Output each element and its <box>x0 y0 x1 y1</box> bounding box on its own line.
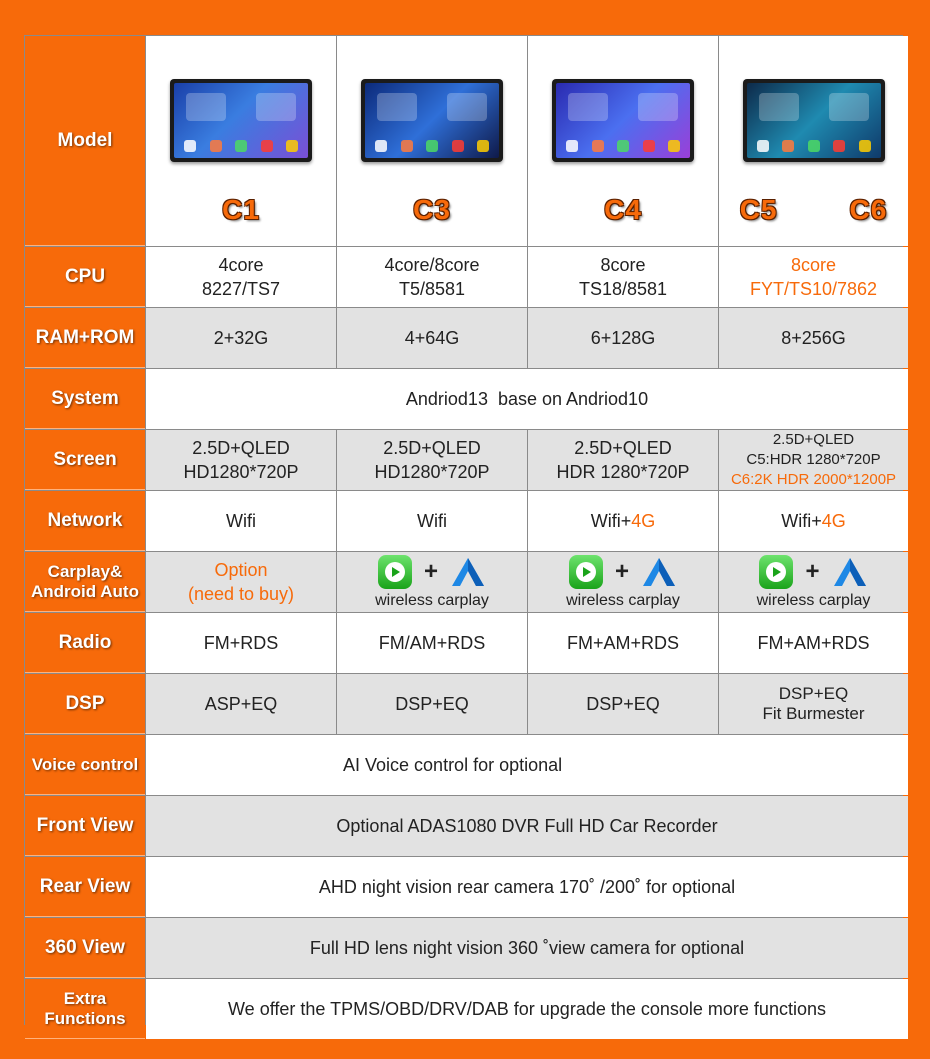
network-c3: Wifi <box>337 491 527 551</box>
row-label-voice: Voice control <box>25 735 145 795</box>
dsp-c3: DSP+EQ <box>337 674 527 734</box>
radio-c1: FM+RDS <box>146 613 336 673</box>
row-label-screen: Screen <box>25 430 145 490</box>
cpu-c5-c6: 8core FYT/TS10/7862 <box>719 247 908 307</box>
dsp-c1: ASP+EQ <box>146 674 336 734</box>
dsp-c5-c6: DSP+EQ Fit Burmester <box>719 674 908 734</box>
screen-c4: 2.5D+QLED HDR 1280*720P <box>528 430 718 490</box>
row-label-ram: RAM+ROM <box>25 308 145 368</box>
front-value: Optional ADAS1080 DVR Full HD Car Recorder <box>146 796 908 856</box>
model-name: C6 <box>849 194 888 225</box>
screen-c3: 2.5D+QLED HD1280*720P <box>337 430 527 490</box>
product-image-c3 <box>361 79 503 162</box>
network-c5-c6: Wifi+4G <box>719 491 908 551</box>
carplay-c3: + wireless carplay <box>337 552 527 612</box>
dsp-c4: DSP+EQ <box>528 674 718 734</box>
ram-c4: 6+128G <box>528 308 718 368</box>
screen-c5-c6: 2.5D+QLED C5:HDR 1280*720P C6:2K HDR 2000*1200P <box>719 430 908 490</box>
model-name: C5 <box>739 194 778 225</box>
row-label-extra: Extra Functions <box>25 979 145 1039</box>
android-auto-icon <box>450 556 486 588</box>
carplay-icon <box>378 555 412 589</box>
model-name: C3 <box>413 194 451 225</box>
view360-value: Full HD lens night vision 360 ˚view camera for optional <box>146 918 908 978</box>
model-c1 <box>146 36 336 246</box>
radio-c3: FM/AM+RDS <box>337 613 527 673</box>
carplay-icon <box>759 555 793 589</box>
voice-value: AI Voice control for optional <box>146 735 908 795</box>
android-auto-icon <box>832 556 868 588</box>
product-image-c5-c6 <box>743 79 885 162</box>
row-label-dsp: DSP <box>25 674 145 734</box>
network-c1: Wifi <box>146 491 336 551</box>
network-c4: Wifi+4G <box>528 491 718 551</box>
model-c3 <box>337 36 527 246</box>
screen-c1: 2.5D+QLED HD1280*720P <box>146 430 336 490</box>
model-name: C4 <box>604 194 642 225</box>
cpu-c3: 4core/8core T5/8581 <box>337 247 527 307</box>
row-label-network: Network <box>25 491 145 551</box>
row-label-system: System <box>25 369 145 429</box>
model-c5-c6 <box>719 36 908 246</box>
ram-c3: 4+64G <box>337 308 527 368</box>
cpu-c4: 8core TS18/8581 <box>528 247 718 307</box>
carplay-icon <box>569 555 603 589</box>
row-label-cpu: CPU <box>25 247 145 307</box>
carplay-c1: Option (need to buy) <box>146 552 336 612</box>
product-image-c1 <box>170 79 312 162</box>
ram-c1: 2+32G <box>146 308 336 368</box>
android-auto-icon <box>641 556 677 588</box>
carplay-c4: + wireless carplay <box>528 552 718 612</box>
product-image-c4 <box>552 79 694 162</box>
row-label-carplay: Carplay& Android Auto <box>25 552 145 612</box>
carplay-c5-c6: + wireless carplay <box>719 552 908 612</box>
system-value: Andriod13 base on Andriod10 <box>146 369 908 429</box>
ram-c5-c6: 8+256G <box>719 308 908 368</box>
row-label-rear: Rear View <box>25 857 145 917</box>
radio-c4: FM+AM+RDS <box>528 613 718 673</box>
cpu-c1: 4core 8227/TS7 <box>146 247 336 307</box>
rear-value: AHD night vision rear camera 170˚ /200˚ for optional <box>146 857 908 917</box>
model-name: C1 <box>222 194 260 225</box>
model-c4 <box>528 36 718 246</box>
row-label-model: Model <box>25 36 145 246</box>
row-label-front: Front View <box>25 796 145 856</box>
radio-c5-c6: FM+AM+RDS <box>719 613 908 673</box>
extra-value: We offer the TPMS/OBD/DRV/DAB for upgrade the console more functions <box>146 979 908 1039</box>
row-label-radio: Radio <box>25 613 145 673</box>
row-label-360: 360 View <box>25 918 145 978</box>
comparison-table <box>24 35 903 1028</box>
